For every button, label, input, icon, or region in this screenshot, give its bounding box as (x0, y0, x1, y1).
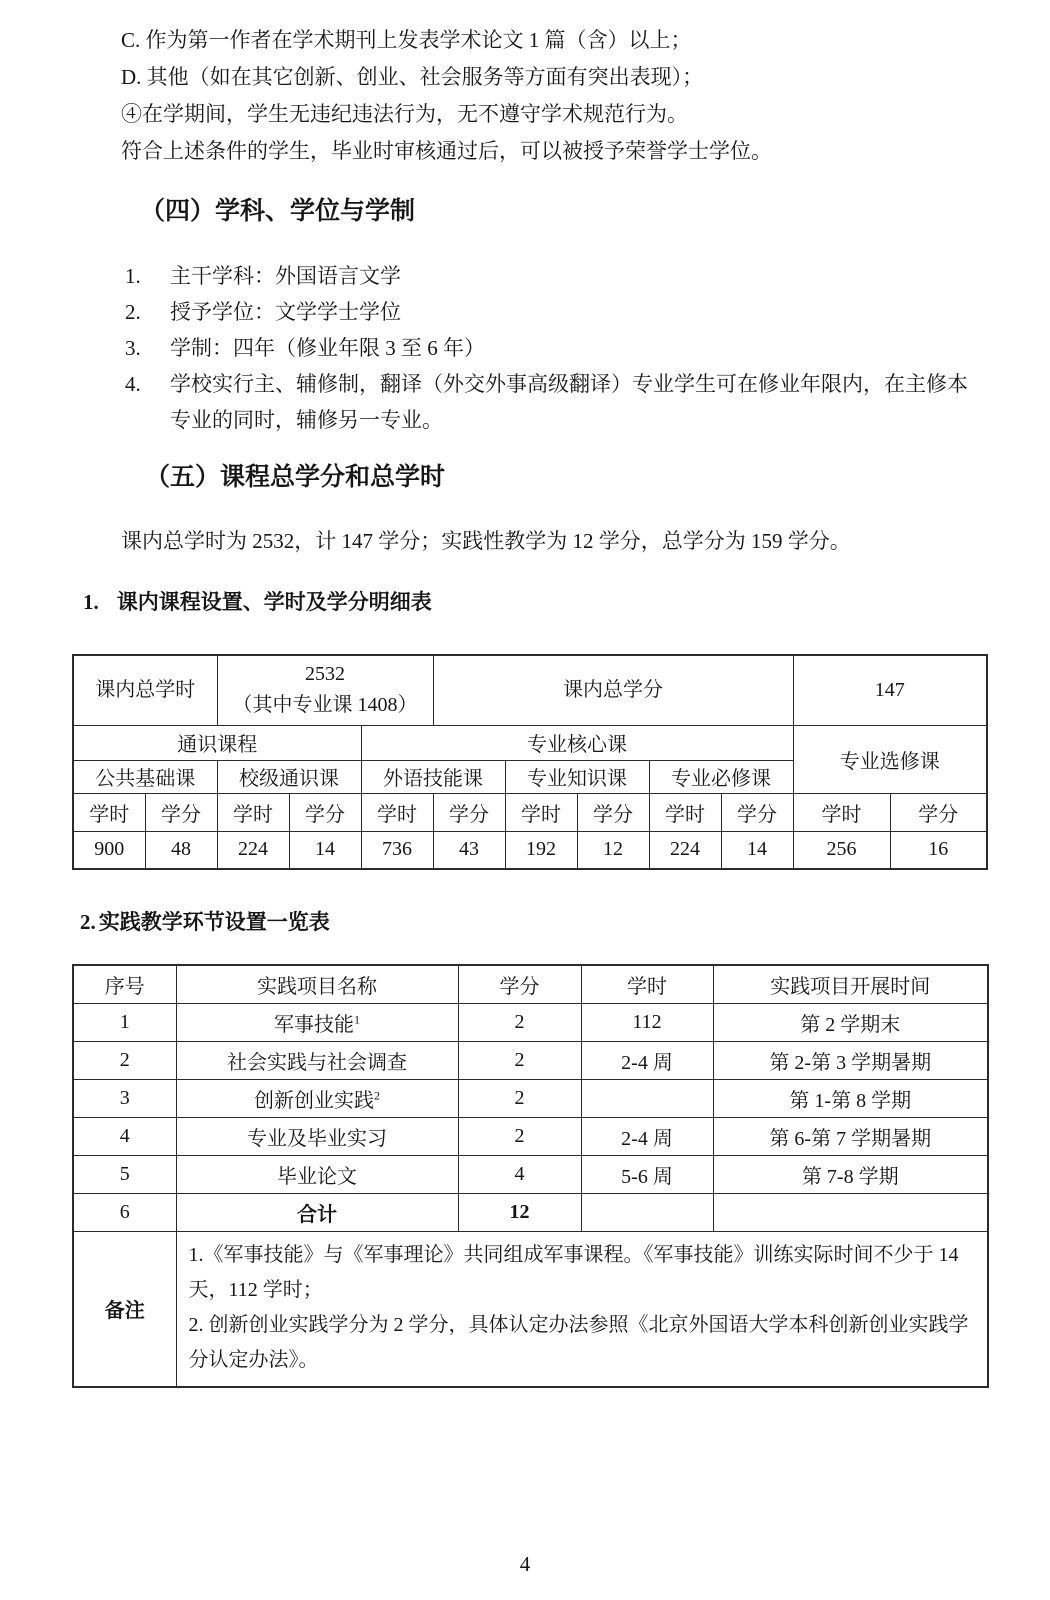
value-cell: 16 (890, 831, 987, 869)
value-cell: 43 (433, 831, 505, 869)
time-cell: 第 2 学期末 (713, 1003, 988, 1041)
credits-header-cell: 学分 (433, 793, 505, 831)
intro-line-conclusion: 符合上述条件的学生，毕业时审核通过后，可以被授予荣誉学士学位。 (121, 139, 772, 163)
time-cell: 第 6-第 7 学期暑期 (713, 1117, 988, 1155)
value-cell: 14 (721, 831, 793, 869)
credits-cell: 2 (458, 1117, 581, 1155)
subgroup-cell: 公共基础课 (73, 760, 217, 793)
credits-header-cell: 学分 (577, 793, 649, 831)
table-1-title (83, 588, 988, 616)
total-row (73, 1193, 988, 1231)
row-number-cell: 2 (73, 1041, 176, 1079)
project-name: 军事技能 (274, 1013, 354, 1036)
table-row (73, 1155, 988, 1193)
list-item-number: 1. (125, 264, 141, 288)
project-name: 社会实践与社会调查 (227, 1051, 407, 1074)
table-2-title-number: 2. (80, 910, 96, 934)
value-cell: 192 (505, 831, 577, 869)
time-cell: 第 7-8 学期 (713, 1155, 988, 1193)
table-1-title-number: 1. (83, 590, 99, 614)
list-item-text: 授予学位：文学学士学位 (170, 300, 401, 324)
project-name: 毕业论文 (277, 1165, 357, 1188)
total-label-cell: 合计 (176, 1193, 458, 1231)
hours-header-cell: 学时 (73, 793, 145, 831)
list-item-text: 主干学科：外国语言文学 (170, 264, 401, 288)
time-cell: 第 1-第 8 学期 (713, 1079, 988, 1117)
table-row (73, 831, 987, 869)
row-number-cell: 4 (73, 1117, 176, 1155)
value-cell: 48 (145, 831, 217, 869)
value-cell: 256 (793, 831, 890, 869)
subgroup-cell: 专业必修课 (649, 760, 793, 793)
note-label-cell: 备注 (73, 1231, 176, 1387)
table-row (73, 1003, 988, 1041)
list-item (125, 258, 988, 294)
hours-header-cell: 学时 (217, 793, 289, 831)
project-name: 专业及毕业实习 (247, 1127, 387, 1150)
hours-header-cell: 学时 (649, 793, 721, 831)
table-row (73, 1117, 988, 1155)
subgroup-cell: 外语技能课 (361, 760, 505, 793)
credits-cell: 2 (458, 1079, 581, 1117)
note-text-cell (176, 1231, 988, 1387)
list-item-text: 学制：四年（修业年限 3 至 6 年） (170, 336, 485, 360)
section-5-heading: （五）课程总学分和总学时 (145, 464, 446, 491)
list-item-number: 2. (125, 300, 141, 324)
total-credits-value-cell: 147 (793, 655, 987, 725)
hours-cell: 112 (581, 1003, 713, 1041)
project-name-cell (176, 1003, 458, 1041)
value-cell: 14 (289, 831, 361, 869)
table-row (73, 655, 987, 725)
hours-header-cell: 学时 (505, 793, 577, 831)
header-cell: 学时 (581, 965, 713, 1003)
table-1-title-text: 课内课程设置、学时及学分明细表 (116, 590, 432, 614)
list-item (125, 330, 988, 366)
row-number-cell: 5 (73, 1155, 176, 1193)
value-cell: 224 (649, 831, 721, 869)
list-item-number: 4. (125, 372, 141, 396)
hours-header-cell: 学时 (793, 793, 890, 831)
table-2-title-text: 实践教学环节设置一览表 (98, 910, 330, 934)
subgroup-cell: 专业知识课 (505, 760, 649, 793)
project-name-cell (176, 1041, 458, 1079)
group-general-cell: 通识课程 (73, 725, 361, 760)
course-hours-credits-table (72, 654, 988, 870)
header-cell: 序号 (73, 965, 176, 1003)
table-header-row (73, 965, 988, 1003)
header-cell: 学分 (458, 965, 581, 1003)
credits-header-cell: 学分 (289, 793, 361, 831)
table-2-title (80, 908, 988, 936)
total-hours-label-cell: 课内总学时 (73, 655, 217, 725)
section-5-paragraph: 课内总学时为 2532，计 147 学分；实践性教学为 12 学分，总学分为 159 学分。 (121, 529, 851, 553)
list-item-number: 3. (125, 336, 141, 360)
intro-paragraph (72, 22, 988, 170)
intro-line-4: ④在学期间，学生无违纪违法行为，无不遵守学术规范行为。 (121, 102, 688, 126)
subgroup-cell: 校级通识课 (217, 760, 361, 793)
note-line: 1.《军事技能》与《军事理论》共同组成军事课程。《军事技能》训练实际时间不少于 14 天，112 学时； (188, 1243, 959, 1301)
page-number: 4 (519, 1552, 531, 1576)
credits-cell: 4 (458, 1155, 581, 1193)
project-name-cell (176, 1155, 458, 1193)
total-hours-value-cell (217, 655, 433, 725)
project-name-cell (176, 1117, 458, 1155)
table-row (73, 725, 987, 760)
footnote-marker: 1 (354, 1011, 360, 1026)
note-row (73, 1231, 988, 1387)
table-row (73, 1041, 988, 1079)
list-item-text: 学校实行主、辅修制，翻译（外交外事高级翻译）专业学生可在修业年限内，在主修本专业的同时，辅修另一专业。 (170, 372, 968, 432)
value-cell: 736 (361, 831, 433, 869)
footnote-marker: 2 (374, 1087, 380, 1102)
header-cell: 实践项目开展时间 (713, 965, 988, 1003)
total-credits-cell: 12 (458, 1193, 581, 1231)
section-4-heading: （四）学科、学位与学制 (140, 198, 416, 225)
project-name-cell (176, 1079, 458, 1117)
list-item (125, 366, 988, 438)
credits-header-cell: 学分 (721, 793, 793, 831)
practice-teaching-table (72, 964, 989, 1388)
credits-header-cell: 学分 (145, 793, 217, 831)
hours-cell: 2-4 周 (581, 1117, 713, 1155)
total-hours-value: 2532 (305, 663, 345, 686)
row-number-cell: 1 (73, 1003, 176, 1041)
value-cell: 224 (217, 831, 289, 869)
credits-header-cell: 学分 (890, 793, 987, 831)
credits-cell: 2 (458, 1003, 581, 1041)
time-cell: 第 2-第 3 学期暑期 (713, 1041, 988, 1079)
group-elective-cell: 专业选修课 (793, 725, 987, 793)
project-name: 创新创业实践 (254, 1089, 374, 1112)
list-item (125, 294, 988, 330)
group-core-cell: 专业核心课 (361, 725, 793, 760)
value-cell: 900 (73, 831, 145, 869)
section-4-list (125, 258, 988, 438)
value-cell: 12 (577, 831, 649, 869)
row-number-cell: 6 (73, 1193, 176, 1231)
empty-cell (581, 1193, 713, 1231)
empty-cell (713, 1193, 988, 1231)
credits-cell: 2 (458, 1041, 581, 1079)
hours-cell (581, 1079, 713, 1117)
intro-line-c: C. 作为第一作者在学术期刊上发表学术论文 1 篇（含）以上； (121, 28, 692, 52)
header-cell: 实践项目名称 (176, 965, 458, 1003)
hours-cell: 5-6 周 (581, 1155, 713, 1193)
total-hours-note: （其中专业课 1408） (232, 694, 418, 717)
hours-header-cell: 学时 (361, 793, 433, 831)
hours-cell: 2-4 周 (581, 1041, 713, 1079)
table-row (73, 793, 987, 831)
table-row (73, 1079, 988, 1117)
total-credits-label-cell: 课内总学分 (433, 655, 793, 725)
intro-line-d: D. 其他（如在其它创新、创业、社会服务等方面有突出表现）； (121, 65, 704, 89)
note-line: 2. 创新创业实践学分为 2 学分，具体认定办法参照《北京外国语大学本科创新创业实践学分认定办法》。 (188, 1313, 969, 1371)
row-number-cell: 3 (73, 1079, 176, 1117)
